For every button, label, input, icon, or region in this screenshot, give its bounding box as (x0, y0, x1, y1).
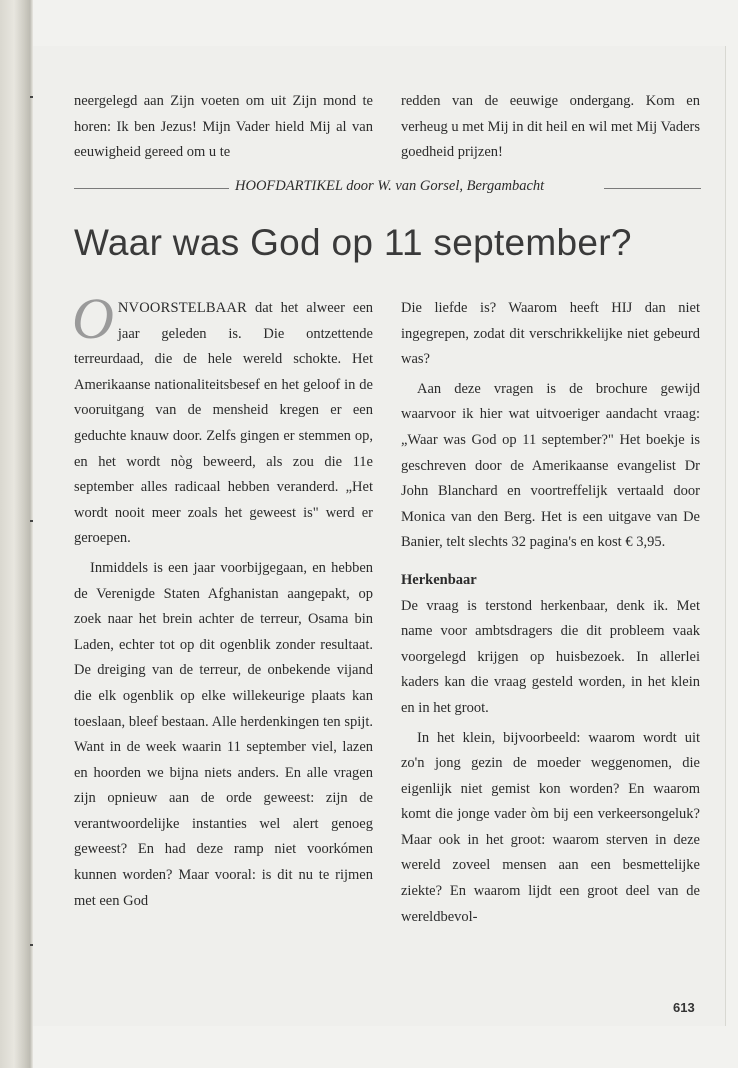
byline-rule-left (74, 188, 229, 189)
left-paragraph-1-text: dat het alweer een jaar geleden is. Die ontzettende terreurdaad, die de hele wereld schokte. Het Amerikaanse nationaliteitsbesef en het geloof in de vooruitgang van de mensheid kregen er een geduchte knauw door. Zelfs gingen er stemmen op, en het wordt nòg beweerd, als zou die 11e september alles radicaal hebben veranderd. „Het wordt nooit meer zoals het geweest is" werd er geroepen. (74, 300, 373, 547)
article-right-column (401, 296, 700, 930)
right-paragraph-4: In het klein, bijvoorbeeld: waarom wordt uit zo'n jong gezin de moeder weggenomen, die eigenlijk niet gemist kon worden? En waarom komt die jonge vader òm bij een verkeersongeluk? Maar ook in het groot: waarom sterven in deze wereld zoveel mensen aan een besmettelijke ziekte? En waarom lijdt een groot deel van de wereldbevol- (401, 729, 700, 925)
section-subheading: Herkenbaar (401, 571, 477, 588)
byline-rule-right (604, 188, 701, 189)
drop-cap: O (72, 286, 114, 351)
article-headline: Waar was God op 11 september? (74, 222, 632, 263)
article-left-column (72, 286, 373, 914)
byline-row (74, 178, 701, 200)
article-byline: HOOFDARTIKEL door W. van Gorsel, Bergambacht (235, 178, 545, 194)
right-paragraph-3: De vraag is terstond herkenbaar, denk ik. Met name voor ambtsdragers die dit probleem vaak voorgelegd krijgen op huisbezoek. In allerlei kaders kan die vraag gesteld worden, in het klein en in het groot. (401, 597, 700, 716)
top-right-text: redden van de eeuwige ondergang. Kom en verheug u met Mij in dit heil en wil met Mij Vaders goedheid prijzen! (401, 93, 700, 161)
opening-word: NVOORSTELBAAR (117, 300, 247, 316)
top-left-column (74, 89, 373, 166)
left-paragraph-2: Inmiddels is een jaar voorbijgegaan, en hebben de Verenigde Staten Afghanistan aangepakt, op zoek naar het brein achter de terreur, Osama bin Laden, echter tot op dit ogenblik zonder resultaat. De dreiging van de terreur, de onbekende vijand die elk ogenblik op elke willekeurige plaats kan toeslaan, bleef bestaan. Alle herdenkingen ten spijt. Want in de week waarin 11 september viel, lazen en hoorden we bijna niets anders. En alle vragen zijn opnieuw aan de orde geweest: zijn de verantwoordelijke instanties wel alert genoeg geweest? En had deze ramp niet voorkómen kunnen worden? Maar vooral: is dit nu te rijmen met een God (74, 559, 373, 909)
top-right-column (401, 89, 700, 166)
magazine-page (33, 46, 726, 1026)
right-paragraph-1: Die liefde is? Waarom heeft HIJ dan niet ingegrepen, zodat dit verschrikkelijke niet gebeurd was? (401, 300, 700, 368)
book-binding-edge (0, 0, 33, 1068)
top-left-text: neergelegd aan Zijn voeten om uit Zijn mond te horen: Ik ben Jezus! Mijn Vader hield Mij al van eeuwigheid gereed om u te (74, 93, 373, 161)
left-paragraph-1 (72, 286, 373, 552)
page-number: 613 (673, 1000, 695, 1015)
right-paragraph-2: Aan deze vragen is de brochure gewijd waarvoor ik hier wat uitvoeriger aandacht vraag: „Waar was God op 11 september?" Het boekje is geschreven door de Amerikaanse evangelist Dr John Blanchard en voortreffelijk vertaald door Monica van den Berg. Het is een uitgave van De Banier, telt slechts 32 pagina's en kost € 3,95. (401, 380, 700, 551)
